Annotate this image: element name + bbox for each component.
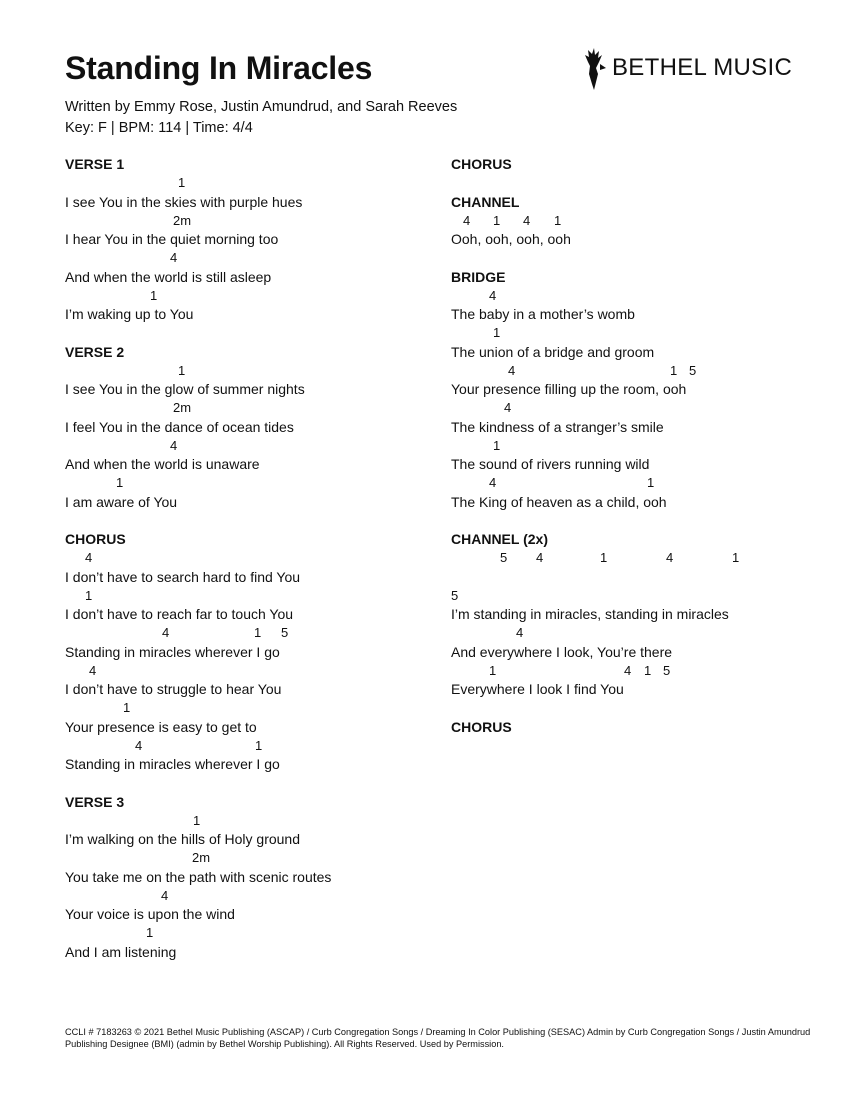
chord-row bbox=[451, 662, 831, 681]
chord: 1 bbox=[493, 437, 501, 453]
lyric-line: Ooh, ooh, ooh, ooh bbox=[451, 231, 571, 247]
section-title: VERSE 3 bbox=[65, 793, 125, 810]
chord-row bbox=[65, 249, 445, 268]
chord-row bbox=[65, 812, 445, 831]
chord: 1 bbox=[554, 212, 562, 228]
chord-row bbox=[65, 399, 445, 418]
song-line bbox=[451, 362, 831, 400]
chord-row bbox=[65, 737, 445, 756]
lyric-line bbox=[451, 568, 831, 587]
lyric-line: I hear You in the quiet morning too bbox=[65, 231, 279, 247]
chord-row bbox=[451, 362, 831, 381]
lyric-line: I see You in the skies with purple hues bbox=[65, 193, 303, 210]
song-line bbox=[451, 587, 831, 625]
lyric-line: Your presence is easy to get to bbox=[65, 718, 257, 735]
chord: 2m bbox=[192, 850, 211, 865]
song-line bbox=[65, 624, 445, 662]
chord: 4 bbox=[463, 212, 471, 228]
chord: 1 bbox=[489, 662, 497, 678]
chord-row bbox=[451, 549, 831, 568]
left-column bbox=[65, 155, 445, 980]
chord: 4 bbox=[170, 437, 178, 453]
lyric-line: I don’t have to reach far to touch You bbox=[65, 606, 294, 622]
lyric-line: And everywhere I look, You’re there bbox=[451, 643, 673, 660]
lyric-line: The kindness of a stranger’s smile bbox=[451, 418, 664, 435]
song-line bbox=[451, 287, 831, 325]
chord: 5 bbox=[689, 362, 697, 378]
song-section bbox=[65, 343, 445, 512]
logo-text: BETHEL MUSIC bbox=[612, 54, 793, 81]
chord-row bbox=[451, 287, 831, 306]
lyric-line: I am aware of You bbox=[65, 493, 178, 510]
lyric-line: The sound of rivers running wild bbox=[451, 456, 650, 472]
chord-row bbox=[65, 849, 445, 868]
chord: 4 bbox=[85, 550, 93, 565]
chord: 1 bbox=[178, 362, 186, 378]
chord: 1 bbox=[254, 625, 262, 640]
chord-row bbox=[65, 624, 445, 643]
lyric-line: I don’t have to struggle to hear You bbox=[65, 681, 282, 697]
song-section bbox=[451, 268, 831, 512]
section-title: VERSE 2 bbox=[65, 343, 125, 360]
chord: 5 bbox=[451, 587, 459, 603]
song-line bbox=[451, 624, 831, 662]
chord-row bbox=[451, 587, 831, 606]
bethel-music-logo bbox=[580, 44, 792, 92]
chord: 4 bbox=[170, 250, 178, 265]
song-line bbox=[65, 887, 445, 925]
chord: 1 bbox=[600, 550, 608, 565]
chord: 1 bbox=[670, 362, 678, 378]
chord-row bbox=[65, 587, 445, 606]
song-meta: Key: F | BPM: 114 | Time: 4/4 bbox=[65, 120, 253, 136]
song-line bbox=[65, 849, 445, 887]
song-line bbox=[65, 362, 445, 400]
section-title: CHORUS bbox=[65, 531, 126, 547]
section-title: CHANNEL (2x) bbox=[451, 531, 548, 547]
chord-row bbox=[65, 924, 445, 943]
song-section bbox=[451, 193, 831, 250]
chord: 5 bbox=[500, 550, 508, 565]
lyric-line: The King of heaven as a child, ooh bbox=[451, 493, 667, 510]
chord-row bbox=[65, 549, 445, 568]
chord-row bbox=[65, 174, 445, 193]
lyric-line: And when the world is unaware bbox=[65, 456, 260, 472]
lyric-line: Your presence filling up the room, ooh bbox=[451, 381, 687, 397]
section-title: CHORUS bbox=[451, 156, 512, 172]
song-line bbox=[451, 437, 831, 475]
chord-row bbox=[65, 437, 445, 456]
chord: 4 bbox=[516, 625, 524, 640]
song-credits bbox=[65, 97, 457, 139]
chord: 4 bbox=[536, 550, 544, 565]
lyric-line: I’m waking up to You bbox=[65, 306, 194, 322]
song-section bbox=[451, 155, 831, 174]
song-line bbox=[451, 212, 831, 250]
lyric-line: Everywhere I look I find You bbox=[451, 681, 624, 697]
section-title: CHANNEL bbox=[451, 193, 520, 210]
lyric-line: Standing in miracles wherever I go bbox=[65, 643, 280, 660]
chord-row bbox=[451, 624, 831, 643]
chord: 1 bbox=[255, 737, 263, 753]
copyright-footer: CCLI # 7183263 © 2021 Bethel Music Publishing (ASCAP) / Curb Congregation Songs / Dreaming In Color Publishing (SESAC) Admin by Curb Congregation Songs / Justin Amundrud Publishing Designee (BMI) (admin by Bethel Worship Publishing). All Rights Reserved. Used by Permission. bbox=[65, 1027, 811, 1049]
chord: 4 bbox=[666, 550, 674, 565]
chord-row bbox=[65, 362, 445, 381]
section-title: BRIDGE bbox=[451, 268, 506, 285]
song-line bbox=[65, 437, 445, 475]
chord: 1 bbox=[493, 325, 501, 340]
song-line bbox=[65, 287, 445, 325]
lyric-line: And I am listening bbox=[65, 943, 177, 960]
chord-row bbox=[65, 699, 445, 718]
song-section bbox=[451, 530, 831, 699]
lyric-line: I’m walking on the hills of Holy ground bbox=[65, 831, 301, 847]
song-section bbox=[65, 530, 445, 774]
chord-row bbox=[65, 887, 445, 906]
song-title: Standing In Miracles bbox=[65, 50, 373, 86]
song-line bbox=[451, 662, 831, 700]
lyric-line: I don’t have to search hard to find You bbox=[65, 568, 301, 585]
chord: 1 bbox=[644, 662, 652, 678]
chord: 1 bbox=[193, 812, 201, 828]
section-title: CHORUS bbox=[451, 718, 512, 735]
right-column bbox=[451, 155, 831, 755]
song-line bbox=[65, 699, 445, 737]
lyric-line: Standing in miracles wherever I go bbox=[65, 756, 280, 772]
chord: 4 bbox=[489, 287, 497, 303]
chord-row bbox=[451, 474, 831, 493]
chord-row bbox=[451, 437, 831, 456]
chord: 1 bbox=[732, 550, 740, 565]
chord: 1 bbox=[123, 700, 131, 715]
chord-row bbox=[65, 212, 445, 231]
stag-head-icon bbox=[580, 44, 608, 92]
song-line bbox=[65, 474, 445, 512]
chord-row bbox=[65, 662, 445, 681]
chord: 1 bbox=[178, 175, 186, 190]
lyric-line: I’m standing in miracles, standing in miracles bbox=[451, 606, 729, 622]
chord: 1 bbox=[647, 475, 655, 490]
chord-row bbox=[451, 212, 831, 231]
chord: 4 bbox=[508, 362, 516, 378]
lyric-line: I see You in the glow of summer nights bbox=[65, 381, 305, 397]
song-line bbox=[65, 662, 445, 700]
chord: 1 bbox=[150, 287, 158, 303]
chord-row bbox=[65, 287, 445, 306]
song-line bbox=[451, 324, 831, 362]
chord: 4 bbox=[523, 212, 531, 228]
song-line bbox=[65, 399, 445, 437]
song-section bbox=[65, 155, 445, 324]
song-line bbox=[451, 399, 831, 437]
song-section bbox=[65, 793, 445, 962]
lyric-line: Your voice is upon the wind bbox=[65, 906, 235, 922]
chord: 4 bbox=[489, 475, 497, 490]
chord: 1 bbox=[146, 925, 154, 940]
chord: 4 bbox=[161, 887, 169, 903]
chord: 1 bbox=[116, 475, 124, 490]
chord: 4 bbox=[162, 625, 170, 640]
chord-row bbox=[65, 474, 445, 493]
song-line bbox=[451, 474, 831, 512]
chord: 4 bbox=[624, 662, 632, 678]
chord-row bbox=[451, 324, 831, 343]
lyric-line: You take me on the path with scenic routes bbox=[65, 868, 332, 885]
song-line bbox=[65, 587, 445, 625]
song-line bbox=[65, 212, 445, 250]
lyric-line: The baby in a mother’s womb bbox=[451, 306, 635, 322]
song-line bbox=[451, 549, 831, 587]
written-by: Written by Emmy Rose, Justin Amundrud, and Sarah Reeves bbox=[65, 99, 458, 115]
lyric-line: And when the world is still asleep bbox=[65, 268, 272, 285]
chord: 2m bbox=[173, 400, 192, 415]
song-line bbox=[65, 174, 445, 212]
section-title: VERSE 1 bbox=[65, 156, 125, 172]
chord: 4 bbox=[504, 400, 512, 415]
chord: 5 bbox=[663, 662, 671, 678]
lyric-line: The union of a bridge and groom bbox=[451, 343, 655, 360]
song-line bbox=[65, 737, 445, 775]
chord: 4 bbox=[135, 737, 143, 753]
song-line bbox=[65, 812, 445, 850]
song-line bbox=[65, 924, 445, 962]
song-section bbox=[451, 718, 831, 737]
song-line bbox=[65, 549, 445, 587]
song-line bbox=[65, 249, 445, 287]
chord-row bbox=[451, 399, 831, 418]
lyric-line: I feel You in the dance of ocean tides bbox=[65, 418, 294, 435]
chord: 4 bbox=[89, 662, 97, 678]
chord: 2m bbox=[173, 212, 192, 228]
chord: 5 bbox=[281, 625, 289, 640]
chord: 1 bbox=[85, 587, 93, 603]
chord: 1 bbox=[493, 212, 501, 228]
